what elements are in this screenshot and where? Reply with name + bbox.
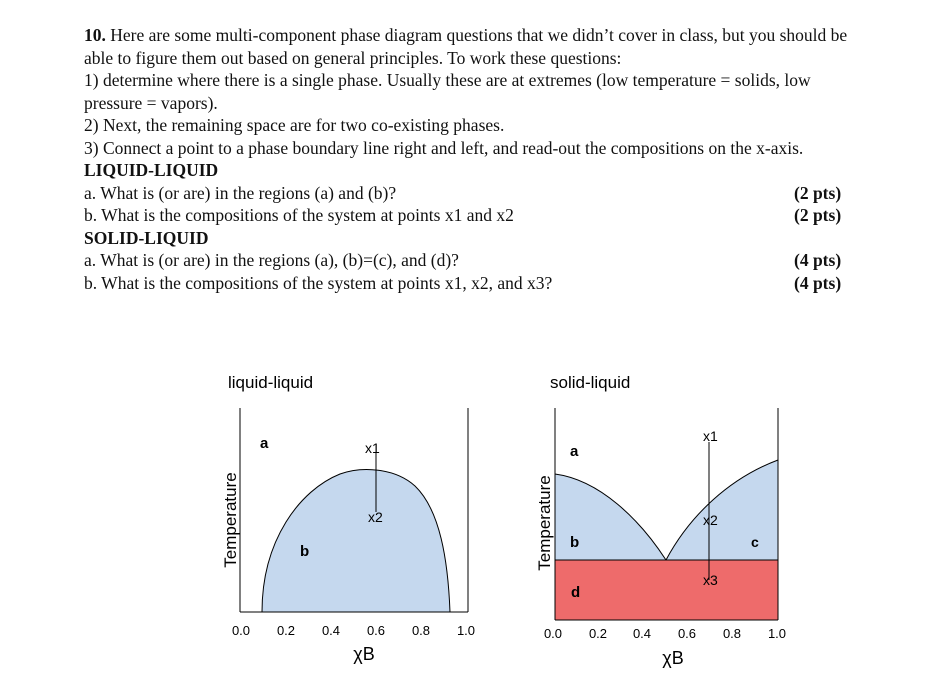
ll-region-a: a	[260, 435, 269, 452]
sl-tick-label: 0.8	[722, 626, 742, 641]
sl-question-a: a. What is (or are) in the regions (a), (b)=(c), and (d)? (4 pts)	[84, 249, 864, 272]
sl-region-a: a	[570, 443, 579, 460]
sl-title: solid-liquid	[550, 373, 631, 392]
sl-b-points: (4 pts)	[794, 272, 842, 293]
ll-tick-label: 1.0	[456, 623, 476, 638]
sl-two-phase-right	[666, 460, 778, 560]
step-2: 2) Next, the remaining space are for two co-existing phases.	[84, 115, 505, 135]
sl-point-x3: x3	[703, 572, 718, 588]
ll-x-ticks	[232, 623, 475, 638]
sl-tick-label: 0.4	[632, 626, 652, 641]
liquid-liquid-heading: LIQUID-LIQUID	[84, 160, 219, 180]
ll-tick-label: 0.6	[366, 623, 386, 638]
sl-region-b: b	[570, 534, 580, 551]
solid-liquid-heading: SOLID-LIQUID	[84, 227, 209, 248]
sl-a-points: (4 pts)	[794, 250, 842, 270]
sl-point-x2: x2	[703, 512, 718, 528]
sl-x-label: χB	[662, 648, 684, 668]
ll-title: liquid-liquid	[228, 373, 314, 392]
ll-tick-label: 0.8	[411, 623, 431, 638]
ll-y-label: Temperature	[221, 472, 240, 568]
sl-question-b: b. What is the compositions of the system at points x1, x2, and x3? (4 pts)	[84, 272, 864, 295]
question-block	[84, 24, 864, 294]
ll-question-b: b. What is the compositions of the system at points x1 and x2 (2 pts)	[84, 204, 864, 227]
ll-tick-label: 0.2	[276, 623, 296, 638]
sl-region-d: d	[571, 584, 581, 601]
ll-tick-label: 0.0	[231, 623, 251, 638]
solid-liquid-diagram	[535, 373, 786, 668]
ll-tick-label: 0.4	[321, 623, 341, 638]
sl-solid-region	[555, 560, 778, 620]
sl-point-x1: x1	[703, 428, 718, 444]
sl-x-ticks	[544, 626, 786, 641]
liquid-liquid-diagram	[221, 373, 475, 664]
sl-tick-label: 0.0	[543, 626, 563, 641]
sl-y-label: Temperature	[535, 475, 554, 571]
phase-diagrams	[0, 360, 932, 689]
ll-b-points: (2 pts)	[794, 205, 842, 225]
ll-point-x1: x1	[365, 440, 380, 456]
ll-region-b: b	[300, 543, 310, 560]
ll-a-points: (2 pts)	[794, 182, 842, 203]
sl-region-c: c	[751, 534, 759, 550]
step-3: 3) Connect a point to a phase boundary line right and left, and read-out the compositions on the x-axis.	[84, 137, 804, 158]
step-1: 1) determine where there is a single phase. Usually these are at extremes (low temperature = solids, low pressure = vapors).	[84, 70, 811, 113]
ll-two-phase-region	[262, 470, 450, 612]
question-number: 10.	[84, 25, 106, 45]
ll-x-label: χB	[353, 644, 375, 664]
question-intro: 10. Here are some multi-component phase diagram questions that we didn’t cover in class, but you should be able to figure them out based on general principles. To work these questions:	[84, 25, 848, 68]
sl-tick-label: 0.6	[677, 626, 697, 641]
ll-point-x2: x2	[368, 509, 383, 525]
sl-tick-label: 0.2	[588, 626, 608, 641]
sl-tick-label: 1.0	[767, 626, 787, 641]
ll-question-a: a. What is (or are) in the regions (a) and (b)? (2 pts)	[84, 182, 864, 205]
